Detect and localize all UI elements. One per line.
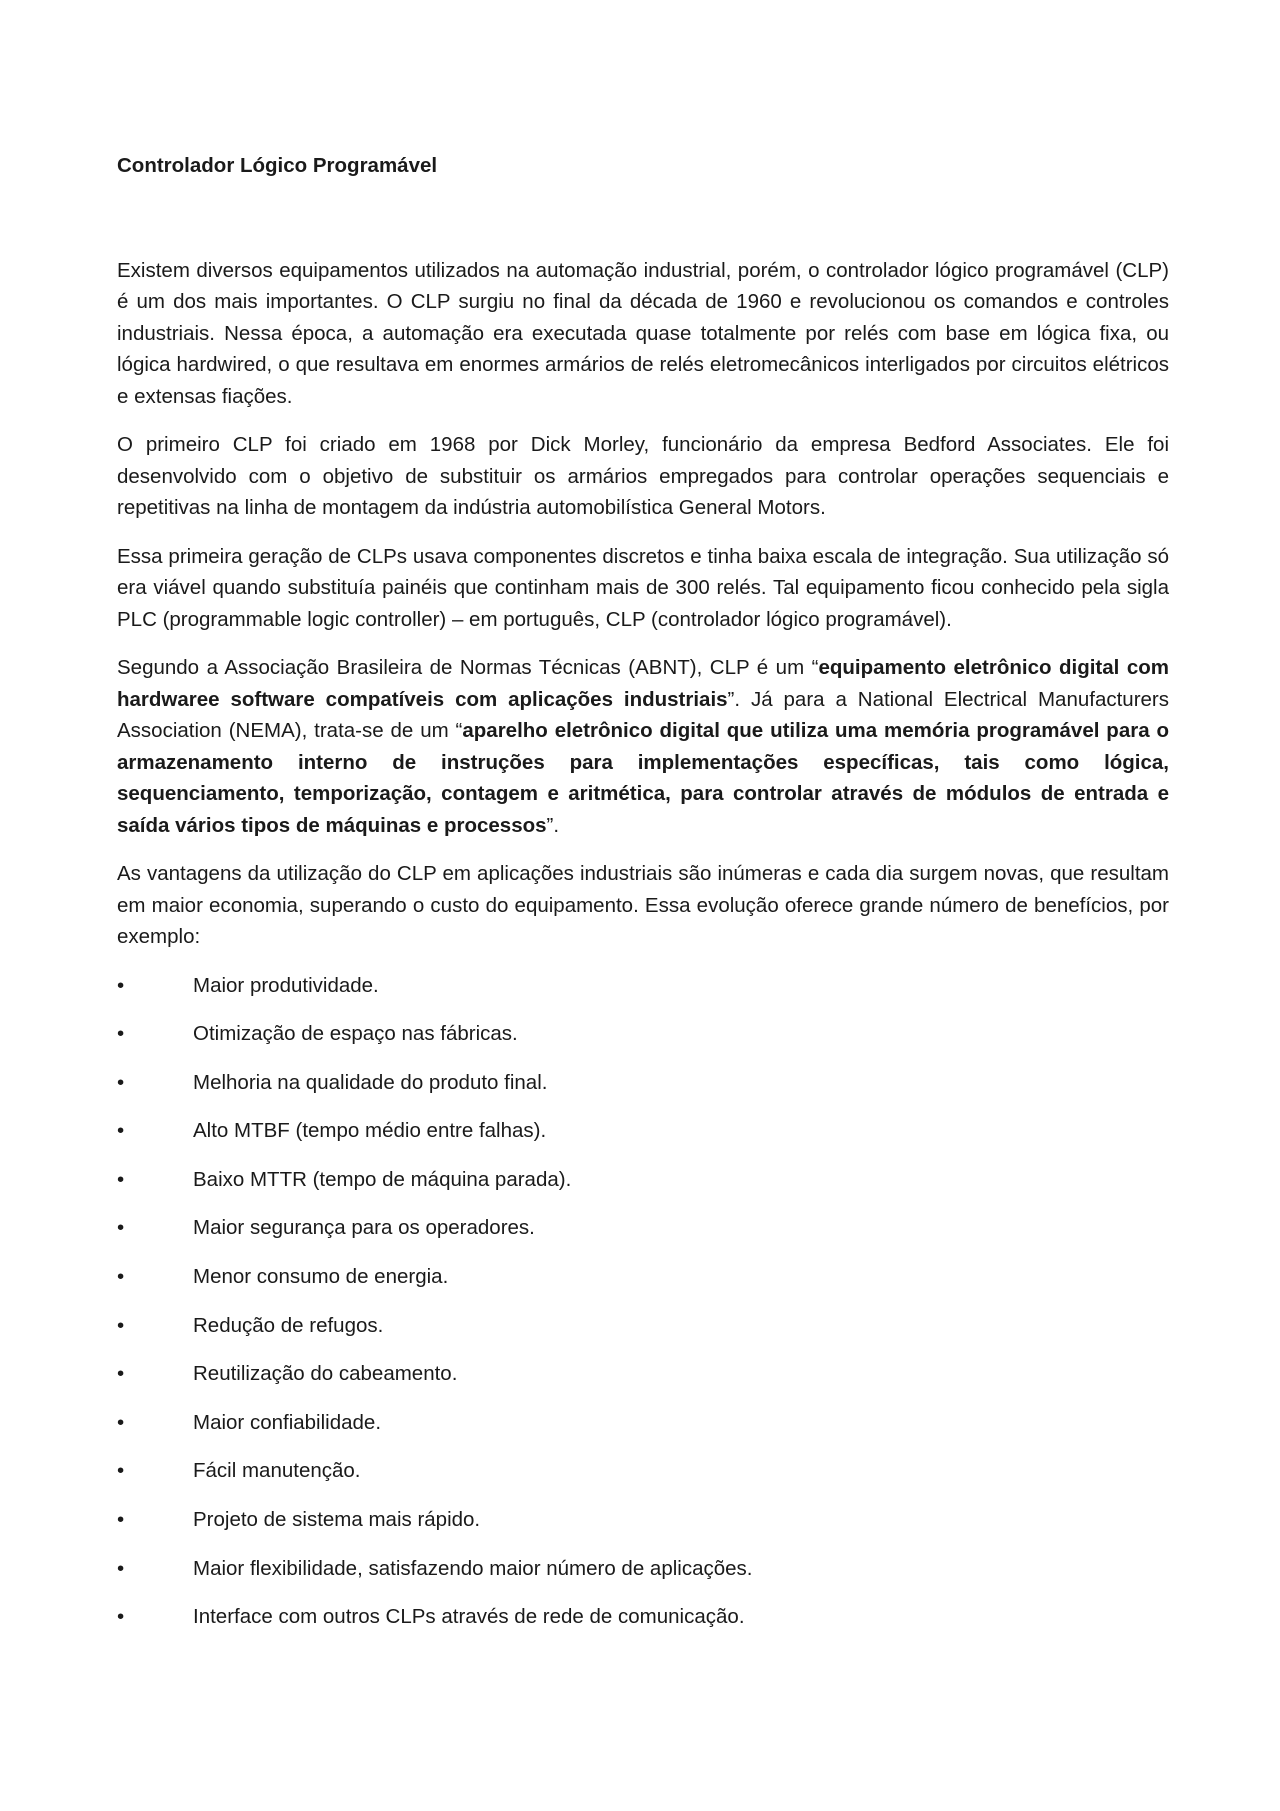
list-item <box>117 1212 1169 1261</box>
list-item <box>117 1067 1169 1116</box>
abnt-definition: equipamento eletrônico digital com hardwaree software compatíveis com aplicações industriais <box>117 656 1169 711</box>
document-page <box>117 150 1169 1650</box>
list-item <box>117 1358 1169 1407</box>
list-item-text: Melhoria na qualidade do produto final. <box>193 1070 548 1094</box>
list-item <box>117 1115 1169 1164</box>
list-item-text: Maior confiabilidade. <box>193 1410 382 1434</box>
paragraph-intro: Existem diversos equipamentos utilizados na automação industrial, porém, o controlador lógico programável (CLP) é um dos mais importantes. O CLP surgiu no final da década de 1960 e revolucionou os comandos e controles industriais. Nessa época, a automação era executada quase totalmente por relés com base em lógica fixa, ou lógica hardwired, o que resultava em enormes armários de relés eletromecânicos interligados por circuitos elétricos e extensas fiações. <box>117 258 1169 408</box>
list-item <box>117 1018 1169 1067</box>
bullet-icon: • <box>117 1556 125 1580</box>
bullet-icon: • <box>117 1362 125 1386</box>
list-item <box>117 970 1169 1019</box>
list-item <box>117 1601 1169 1650</box>
bullet-icon: • <box>117 1265 125 1289</box>
list-item <box>117 1455 1169 1504</box>
list-item <box>117 1504 1169 1553</box>
list-item <box>117 1407 1169 1456</box>
bullet-icon: • <box>117 973 125 997</box>
list-item-text: Redução de refugos. <box>193 1313 384 1337</box>
bullet-icon: • <box>117 1119 125 1143</box>
list-item-text: Baixo MTTR (tempo de máquina parada). <box>193 1167 572 1191</box>
document-title: Controlador Lógico Programável <box>117 154 438 177</box>
list-item-text: Fácil manutenção. <box>193 1459 361 1483</box>
paragraph-history: O primeiro CLP foi criado em 1968 por Dick Morley, funcionário da empresa Bedford Associates. Ele foi desenvolvido com o objetivo de substituir os armários empregados para controlar operações sequenciais e repetitivas na linha de montagem da indústria automobilística General Motors. <box>117 433 1169 519</box>
list-item <box>117 1310 1169 1359</box>
list-item-text: Maior flexibilidade, satisfazendo maior número de aplicações. <box>193 1556 753 1580</box>
list-item-text: Reutilização do cabeamento. <box>193 1362 458 1386</box>
bullet-icon: • <box>117 1022 125 1046</box>
bullet-icon: • <box>117 1216 125 1240</box>
list-item <box>117 1261 1169 1310</box>
list-item-text: Interface com outros CLPs através de rede de comunicação. <box>193 1605 745 1629</box>
list-item-text: Menor consumo de energia. <box>193 1265 449 1289</box>
list-item-text: Projeto de sistema mais rápido. <box>193 1508 481 1532</box>
definition-text: ”. <box>546 813 560 837</box>
list-item-text: Alto MTBF (tempo médio entre falhas). <box>193 1119 547 1143</box>
list-item-text: Otimização de espaço nas fábricas. <box>193 1022 518 1046</box>
bullet-icon: • <box>117 1313 125 1337</box>
bullet-icon: • <box>117 1459 125 1483</box>
definition-text: ”. Já para a National Electrical Manufacturers Association (NEMA), trata-se de um “ <box>117 687 1169 742</box>
paragraph-advantages: As vantagens da utilização do CLP em aplicações industriais são inúmeras e cada dia surgem novas, que resultam em maior economia, superando o custo do equipamento. Essa evolução oferece grande número de benefícios, por exemplo: <box>117 862 1169 948</box>
paragraph-definitions <box>117 652 1169 841</box>
list-item-text: Maior segurança para os operadores. <box>193 1216 535 1240</box>
bullet-icon: • <box>117 1508 125 1532</box>
list-item <box>117 1553 1169 1602</box>
bullet-icon: • <box>117 1605 125 1629</box>
benefits-list <box>117 970 1169 1650</box>
list-item-text: Maior produtividade. <box>193 973 379 997</box>
bullet-icon: • <box>117 1410 125 1434</box>
bullet-icon: • <box>117 1167 125 1191</box>
paragraph-first-generation: Essa primeira geração de CLPs usava componentes discretos e tinha baixa escala de integração. Sua utilização só era viável quando substituía painéis que continham mais de 300 relés. Tal equipamento ficou conhecido pela sigla PLC (programmable logic controller) – em português, CLP (controlador lógico programável). <box>117 544 1169 631</box>
bullet-icon: • <box>117 1070 125 1094</box>
list-item <box>117 1164 1169 1213</box>
definition-text: Segundo a Associação Brasileira de Normas Técnicas (ABNT), CLP é um “ <box>117 656 819 679</box>
nema-definition: aparelho eletrônico digital que utiliza uma memória programável para o armazenamento interno de instruções para implementações específicas, tais como lógica, sequenciamento, temporização, contagem e aritmética, para controlar através de módulos de entrada e saída vários tipos de máquinas e processos <box>117 719 1169 837</box>
